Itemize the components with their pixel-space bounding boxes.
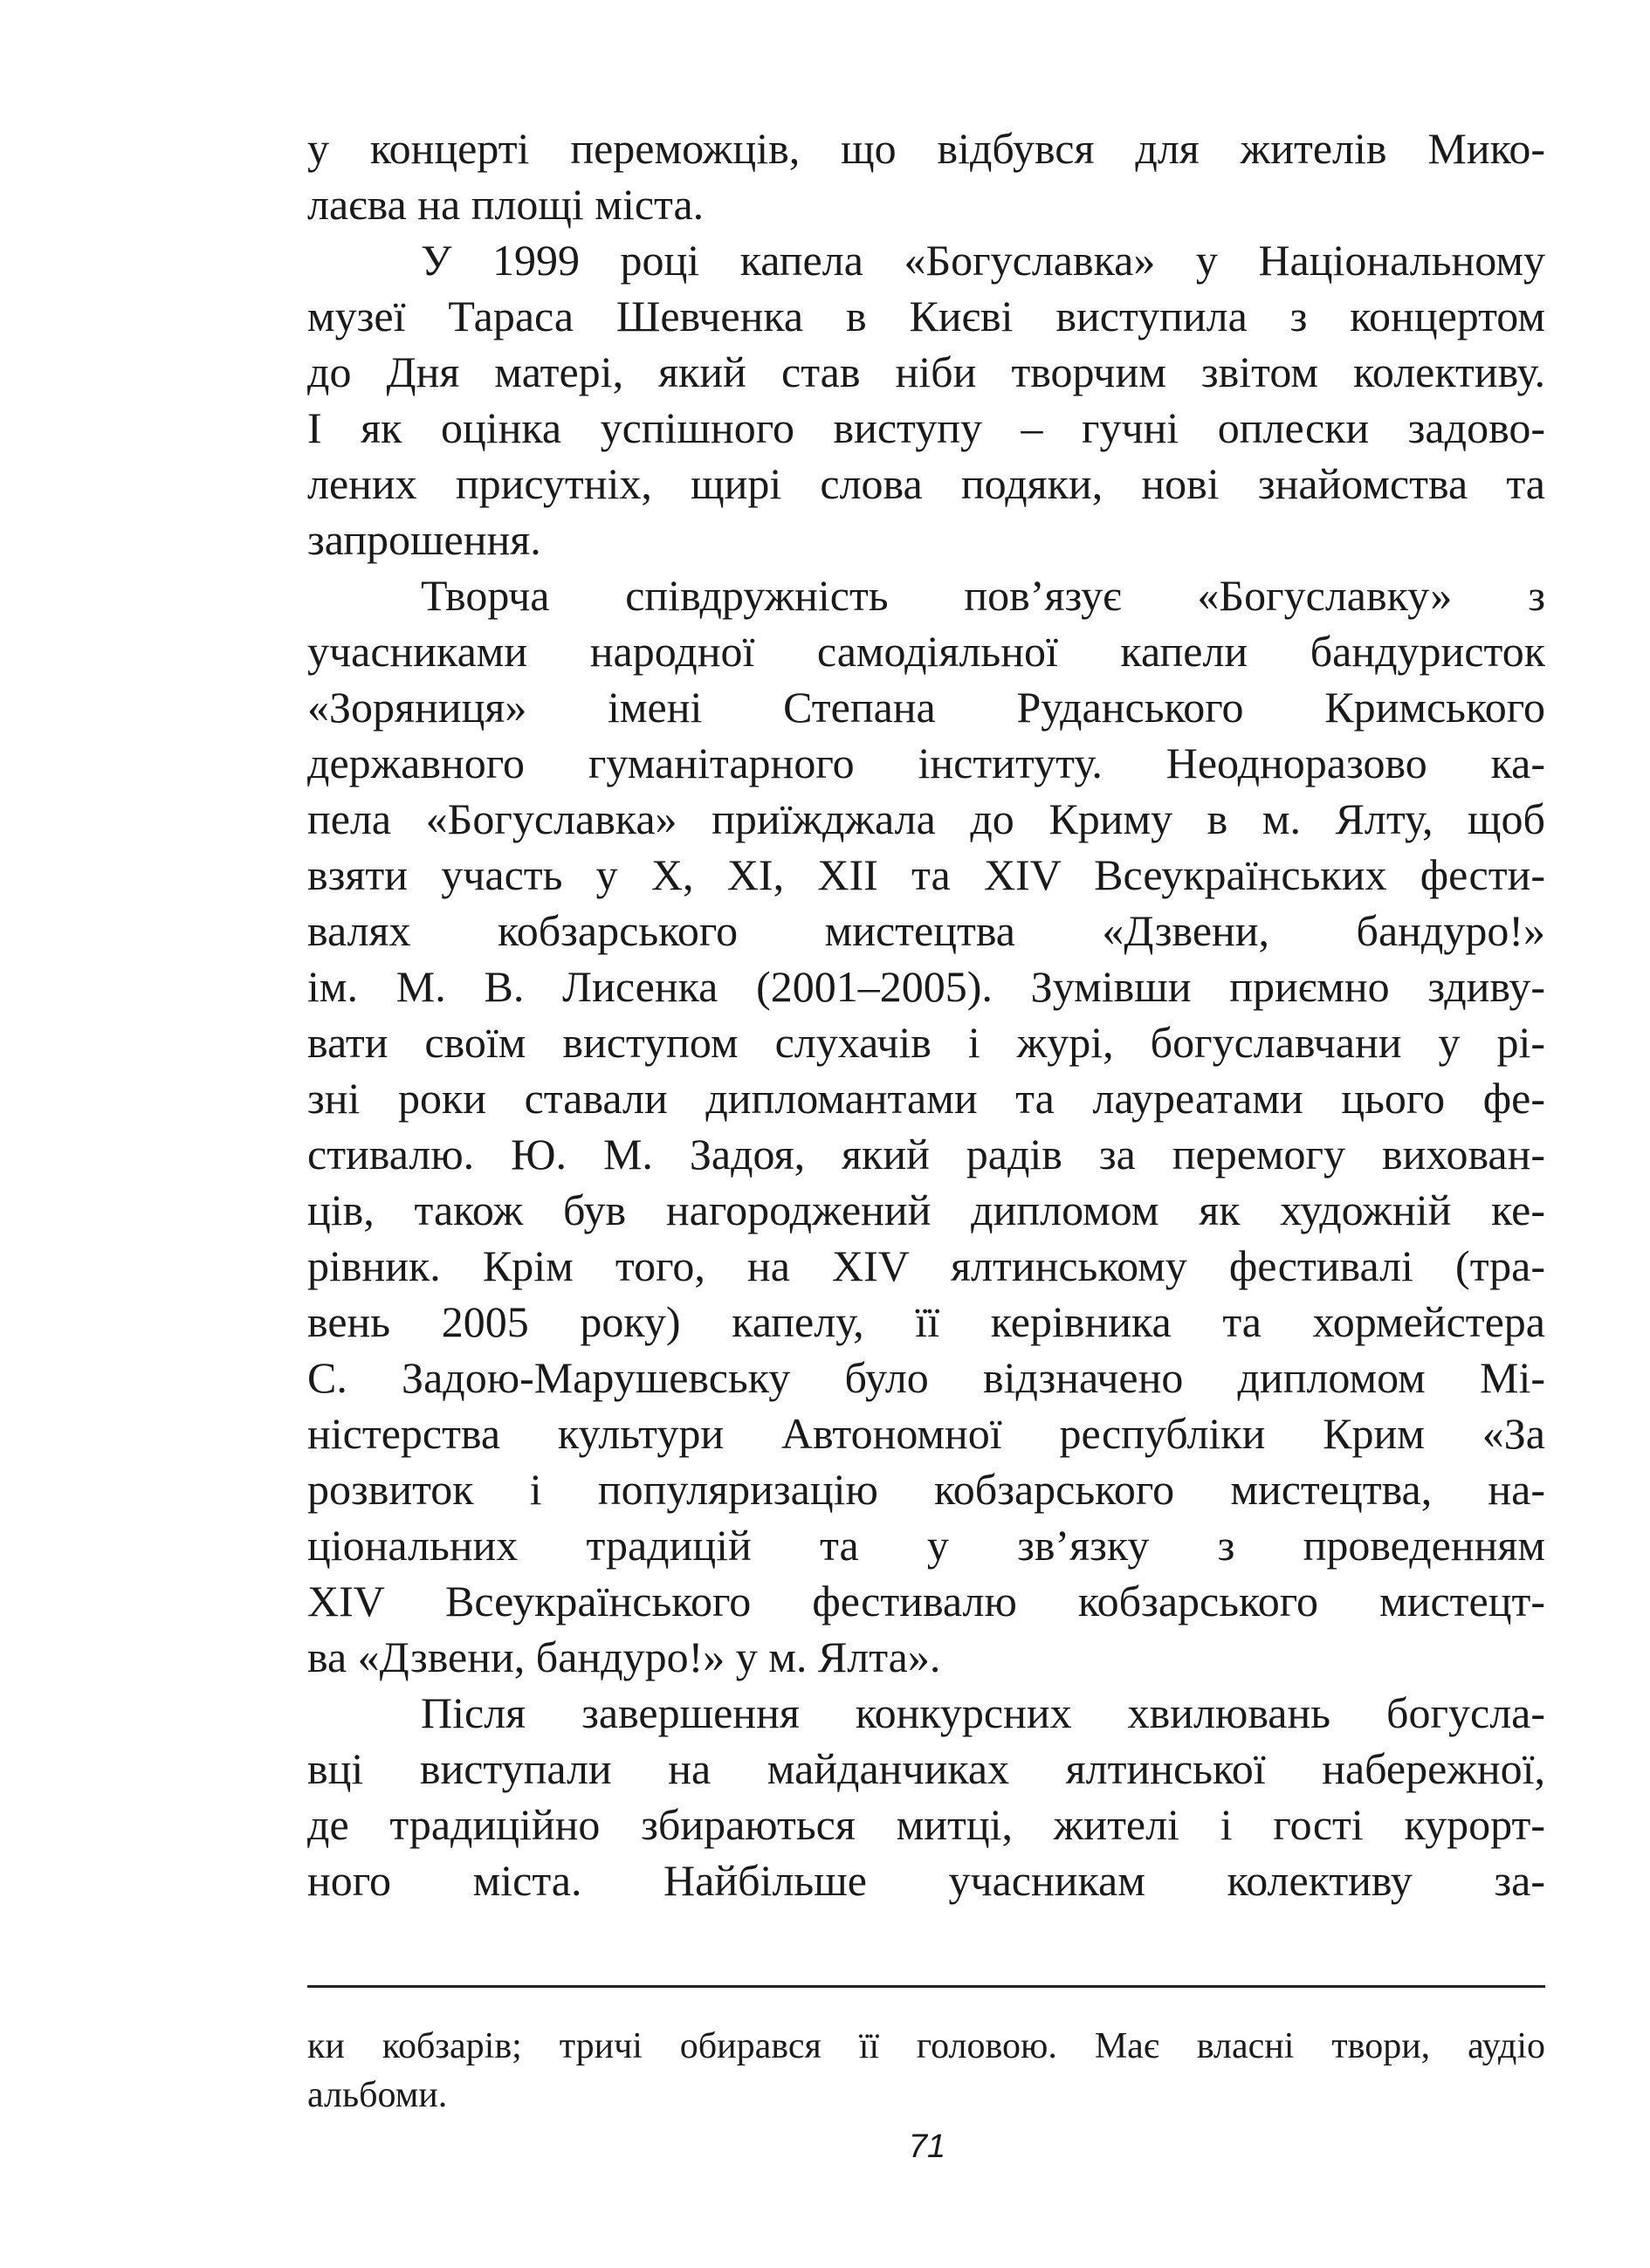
text-line: ва «Дзвени, бандуро!» у м. Ялта». [307, 1632, 941, 1681]
text-line: лаєва на площі міста. [307, 180, 705, 229]
text-line: вень 2005 року) капелу, її керівника та хормейстера [307, 1297, 1545, 1346]
text-line: Після завершення конкурсних хвилювань богусла- [421, 1688, 1545, 1737]
text-line: рівник. Крім того, на XIV ялтинському фестивалі (тра- [307, 1241, 1545, 1290]
page-number: 71 [908, 2128, 946, 2165]
text-line: до Дня матері, який став ніби творчим звітом колективу. [307, 347, 1545, 396]
text-line: XIV Всеукраїнського фестивалю кобзарського мистецт- [307, 1577, 1545, 1625]
text-line: ного міста. Найбільше учасникам колективу за- [307, 1856, 1545, 1905]
text-line: запрошення. [307, 515, 541, 564]
text-line: державного гуманітарного інституту. Неодноразово ка- [307, 739, 1545, 787]
text-line: «Зоряниця» імені Степана Руданського Кримського [307, 683, 1545, 732]
text-line: Творча співдружність пов’язує «Богуславку» з [421, 571, 1545, 620]
text-line: взяти участь у X, XI, XII та XIV Всеукраїнських фести- [307, 850, 1545, 899]
text-line: стивалю. Ю. М. Задоя, який радів за перемогу вихован- [307, 1130, 1545, 1179]
text-line: зні роки ставали дипломантами та лауреатами цього фе- [307, 1074, 1545, 1123]
footnote-line: альбоми. [307, 2075, 448, 2115]
text-line: вці виступали на майданчиках ялтинської набережної, [307, 1744, 1545, 1793]
text-line: ціональних традицій та у зв’язку з проведенням [307, 1521, 1545, 1570]
text-line: У 1999 році капела «Богуславка» у Національному [421, 236, 1545, 285]
text-line: у концерті переможців, що відбувся для жителів Мико- [307, 124, 1545, 173]
text-line: С. Задою-Марушевську було відзначено дипломом Мі- [307, 1353, 1545, 1402]
text-line: ців, також був нагороджений дипломом як художній ке- [307, 1186, 1545, 1234]
text-line: вати своїм виступом слухачів і журі, богуславчани у рі- [307, 1018, 1545, 1067]
text-line: учасниками народної самодіяльної капели бандуристок [307, 627, 1545, 676]
footnote-divider [307, 1985, 1545, 1988]
text-line: пела «Богуславка» приїжджала до Криму в м. Ялту, щоб [307, 794, 1545, 843]
text-line: розвиток і популяризацію кобзарського мистецтва, на- [307, 1465, 1545, 1514]
text-line: музеї Тараса Шевченка в Києві виступила з концертом [307, 292, 1545, 340]
text-line: лених присутніх, щирі слова подяки, нові знайомства та [307, 459, 1545, 508]
footnote [307, 2022, 1545, 2120]
text-line: ім. М. В. Лисенка (2001–2005). Зумівши приємно здиву- [307, 962, 1545, 1011]
text-line: ністерства культури Автономної республіки Крим «За [307, 1409, 1545, 1458]
footnote-line: ки кобзарів; тричі обирався її головою. Має власні твори, аудіо [307, 2026, 1545, 2066]
text-line: де традиційно збираються митці, жителі і гості курорт- [307, 1800, 1545, 1849]
main-text [307, 120, 1545, 1908]
text-line: І як оцінка успішного виступу – гучні оплески задово- [307, 403, 1545, 452]
text-line: валях кобзарського мистецтва «Дзвени, бандуро!» [307, 906, 1545, 955]
